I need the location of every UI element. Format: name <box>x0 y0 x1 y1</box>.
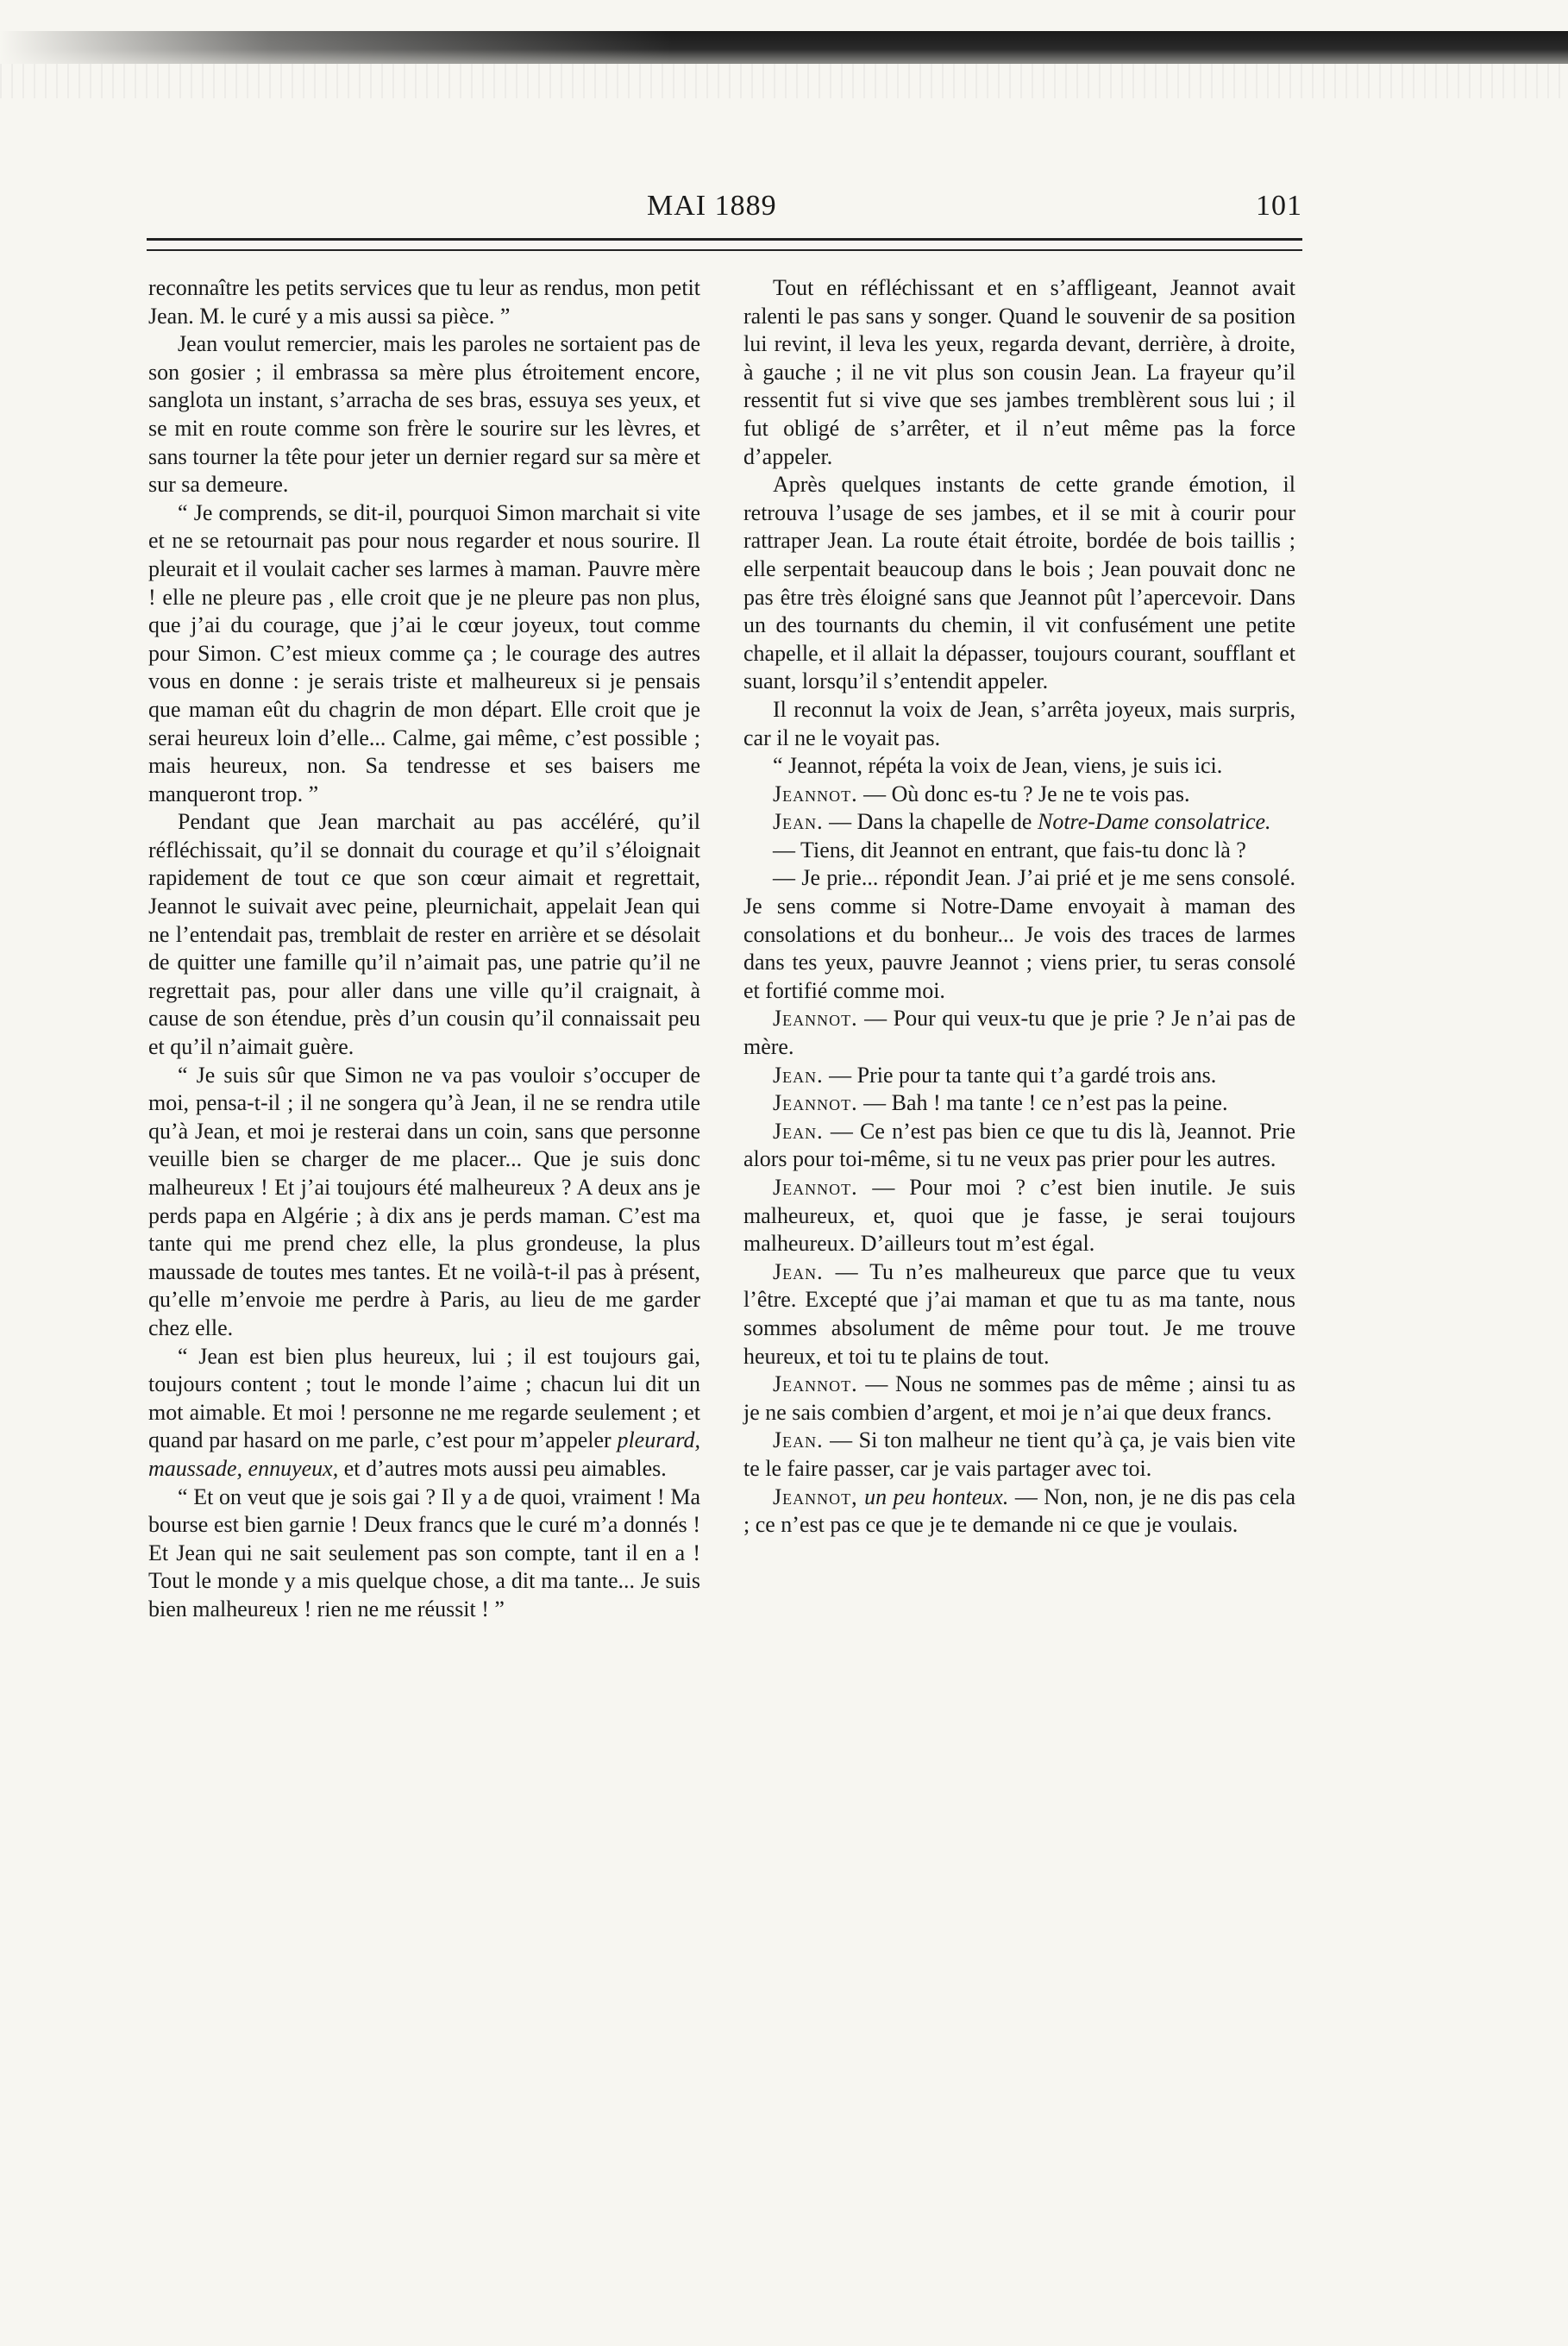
paragraph-text: Jean voulut remercier, mais les paroles ne sortaient pas de son gosier ; il embrassa sa mère plus étroitement encore, sanglota un instant, s’arracha de ses bras, essuya ses yeux, et se mit en route comme son frère le sourire sur les lèvres, et sans tourner la tête pour jeter un dernier regard sur sa mère et sur sa demeure. <box>148 331 700 498</box>
speaker-name: Jeannot. <box>773 1371 858 1397</box>
paragraph-text: “ Je suis sûr que Simon ne va pas vouloir s’occuper de moi, pensa-t-il ; il ne songera qu’à Jean, il ne se rendra utile qu’à Jean, et moi je resterai dans un coin, sans que personne veuille bien se charger de me placer... Que je suis donc malheureux ! Et j’ai toujours été malheureux ? A deux ans je perds papa en Algérie ; à dix ans je perds maman. C’est ma tante qui me prend chez elle, la plus grondeuse, la plus maussade de toutes mes tantes. Et ne voilà-t-il pas à présent, qu’elle m’envoie me perdre à Paris, au lieu de me garder chez elle. <box>148 1062 700 1340</box>
left-column <box>148 274 700 1624</box>
paragraph <box>743 471 1295 696</box>
dialogue-line <box>743 1484 1295 1540</box>
paragraph-text: Après quelques instants de cette grande émotion, il retrouva l’usage de ses jambes, et il se mit à courir pour rattraper Jean. La route était étroite, bordée de bois taillis ; elle serpentait beaucoup dans le bois ; Jean pouvait donc ne pas être très éloigné sans que Jeannot pût l’apercevoir. Dans un des tournants du chemin, il vit confusément une petite chapelle, et il allait la dépasser, toujours courant, soufflant et suant, lorsqu’il s’entendit appeler. <box>743 472 1295 694</box>
dialogue-line <box>743 864 1295 1005</box>
running-head-date: MAI 1889 <box>647 190 777 222</box>
dialogue-line <box>743 837 1295 865</box>
page-number: 101 <box>1256 190 1302 222</box>
paragraph-text: “ Et on veut que je sois gai ? Il y a de quoi, vraiment ! Ma bourse est bien garnie ! Deux francs que le curé m’a donnés ! Et Jean qui ne sait seulement pas son compte, tant il en a ! Tout le monde y a mis quelque chose, a dit ma tante... Je suis bien malheureux ! rien ne me réussit ! ” <box>148 1484 700 1622</box>
paragraph <box>148 274 700 330</box>
speaker-name: Jeannot. <box>773 1175 858 1200</box>
paragraph <box>148 808 700 1061</box>
stage-direction: un peu honteux. <box>857 1484 1009 1509</box>
dialogue-line <box>743 1174 1295 1258</box>
dialogue-line <box>743 1089 1295 1118</box>
paragraph <box>743 696 1295 752</box>
scan-top-edge <box>0 31 1568 64</box>
paragraph <box>148 1484 700 1624</box>
speaker-name: Jean. <box>773 1427 824 1453</box>
paragraph <box>743 752 1295 781</box>
dialogue-line <box>743 1371 1295 1427</box>
paragraph-text: “ Je comprends, se dit-il, pourquoi Simon marchait si vite et ne se retournait pas pour nous regarder et nous sourire. Il pleurait et il voulait cacher ses larmes à maman. Pauvre mère ! elle ne pleure pas , elle croit que je ne pleure pas non plus, que j’ai du courage, que j’ai le cœur joyeux, tout comme pour Simon. C’est mieux comme ça ; le courage des autres vous en donne : je serais triste et malheureux si je pensais que maman eût du chagrin de mon départ. Elle croit que je serai heureux loin d’elle... Calme, gai même, c’est possible ; mais heureux, non. Sa tendresse et ses baisers me manqueront trop. ” <box>148 499 700 806</box>
dialogue-text: — Ce n’est pas bien ce que tu dis là, Jeannot. Prie alors pour toi-même, si tu ne veux pas prier pour les autres. <box>743 1118 1295 1172</box>
paragraph-text: Il reconnut la voix de Jean, s’arrêta joyeux, mais surpris, car il ne le voyait pas. <box>743 696 1295 750</box>
dialogue-text: — Tu n’es malheureux que parce que tu veux l’être. Excepté que j’ai maman et que tu as ma tante, nous sommes absolument de même pour tout. Je me trouve heureux, et toi tu te plains de tout. <box>743 1258 1295 1369</box>
dialogue-text: — Prie pour ta tante qui t’a gardé trois ans. <box>823 1062 1217 1088</box>
dialogue-text: — Je prie... répondit Jean. J’ai prié et je me sens consolé. Je sens comme si Notre-Dame envoyait à maman des consolations et du bonheur... Je vois des traces de larmes dans tes yeux, pauvre Jeannot ; viens prier, tu seras consolé et fortifié comme moi. <box>743 865 1295 1003</box>
dialogue-line <box>743 1118 1295 1174</box>
dialogue-line <box>743 1005 1295 1061</box>
dialogue-text: — Dans la chapelle de <box>823 809 1038 835</box>
paragraph <box>743 274 1295 471</box>
dialogue-text: — Bah ! ma tante ! ce n’est pas la peine. <box>857 1090 1228 1116</box>
paragraph-text: et d’autres mots aussi peu aimables. <box>338 1455 667 1481</box>
speaker-name: Jeannot, <box>773 1484 858 1509</box>
speaker-name: Jean. <box>773 1258 824 1284</box>
speaker-name: Jeannot. <box>773 781 858 806</box>
speaker-name: Jean. <box>773 1062 824 1088</box>
dialogue-line <box>743 1427 1295 1483</box>
header-rule-double <box>147 249 1302 251</box>
dialogue-text: — Tiens, dit Jeannot en entrant, que fais-tu donc là ? <box>773 837 1246 862</box>
page-header <box>147 181 1302 233</box>
speaker-name: Jean. <box>773 809 824 835</box>
paragraph-text: “ Jeannot, répéta la voix de Jean, viens, je suis ici. <box>773 753 1223 779</box>
dialogue-line <box>743 1062 1295 1090</box>
paragraph-text: Pendant que Jean marchait au pas accéléré, qu’il réfléchissait, qu’il se donnait du courage et qu’il s’éloignait rapidement de tout ce que son cœur aimait et regrettait, Jeannot le suivait avec peine, pleurnichait, appelait Jean qui ne l’entendait pas, tremblait de rester en arrière et se désolait de quitter une famille qu’il n’aimait pas, une patrie qu’il ne regrettait pas, pour aller dans une ville qu’il craignait, à cause de son étendue, près d’un cousin qu’il connaissait peu et qu’il n’aimait guère. <box>148 809 700 1060</box>
dialogue-text: — Pour moi ? c’est bien inutile. Je suis malheureux, et, quoi que je fasse, je serai toujours malheureux. D’ailleurs tout m’est égal. <box>743 1175 1295 1257</box>
speaker-name: Jean. <box>773 1118 824 1144</box>
speaker-name: Jeannot. <box>773 1006 858 1032</box>
dialogue-line <box>743 1258 1295 1371</box>
dialogue-text: — Pour qui veux-tu que je prie ? Je n’ai pas de mère. <box>743 1006 1295 1060</box>
paragraph-text: “ Jean est bien plus heureux, lui ; il est toujours gai, toujours content ; tout le monde l’aime ; chacun lui dit un mot aimable. Et moi ! personne ne me regarde seulement ; et quand par hasard on me parle, c’est pour m’appeler <box>148 1343 700 1453</box>
dialogue-text: — Non, non, je ne dis pas cela ; ce n’est pas ce que je te demande ni ce que je voulais. <box>743 1484 1295 1538</box>
italic-phrase: Notre-Dame consolatrice. <box>1037 809 1271 835</box>
paragraph <box>148 499 700 809</box>
italic-phrase: pleurard, maussade, ennuyeux, <box>148 1427 700 1481</box>
paragraph <box>148 1343 700 1484</box>
paragraph-text: reconnaître les petits services que tu leur as rendus, mon petit Jean. M. le curé y a mis aussi sa pièce. ” <box>148 275 700 329</box>
header-rule <box>147 238 1302 241</box>
dialogue-text: — Où donc es-tu ? Je ne te vois pas. <box>857 781 1190 806</box>
dialogue-text: — Nous ne sommes pas de même ; ainsi tu as je ne sais combien d’argent, et moi je n’ai que deux francs. <box>743 1371 1295 1425</box>
paragraph <box>148 1062 700 1343</box>
paragraph <box>148 330 700 499</box>
speaker-name: Jeannot. <box>773 1090 858 1116</box>
paragraph-text: Tout en réfléchissant et en s’affligeant, Jeannot avait ralenti le pas sans y songer. Quand le souvenir de sa position lui revint, il leva les yeux, regarda devant, derrière, à droite, à gauche ; il ne vit plus son cousin Jean. La frayeur qu’il ressentit fut si vive que ses jambes tremblèrent sous lui ; il fut obligé de s’arrêter, et il n’eut même pas la force d’appeler. <box>743 275 1295 469</box>
dialogue-text: — Si ton malheur ne tient qu’à ça, je vais bien vite te le faire passer, car je vais partager avec toi. <box>743 1427 1295 1481</box>
scan-noise <box>0 64 1568 98</box>
right-column <box>743 274 1295 1540</box>
dialogue-line <box>743 781 1295 809</box>
dialogue-line <box>743 808 1295 837</box>
